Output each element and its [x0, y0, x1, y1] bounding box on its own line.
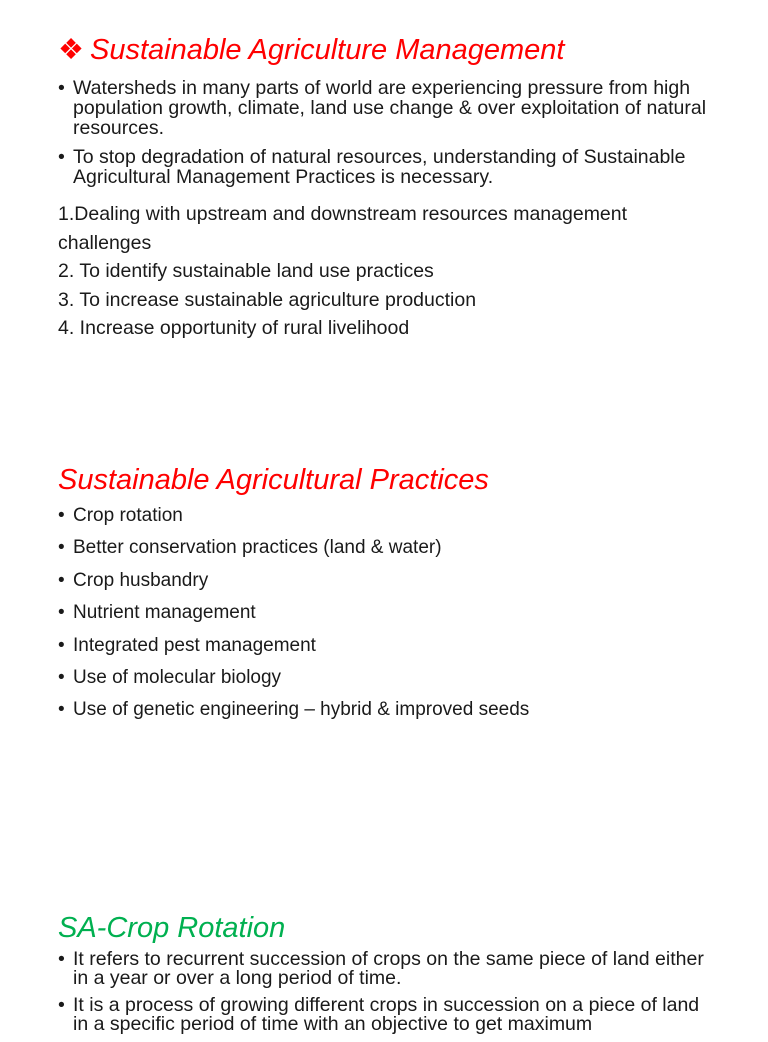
list-item	[58, 78, 718, 138]
slide1-bullet-list	[58, 78, 718, 196]
slide2-title: Sustainable Agricultural Practices	[58, 464, 489, 496]
list-item	[58, 950, 708, 988]
list-item	[58, 537, 718, 559]
bullet-text: It refers to recurrent succession of crops on the same piece of land either in a year or over a long period of time.	[73, 948, 704, 989]
bullet-text: Better conservation practices (land & water)	[73, 537, 442, 559]
numbered-item: 2. To identify sustainable land use practices	[58, 260, 434, 282]
bullet-text: Use of genetic engineering – hybrid & improved seeds	[73, 699, 530, 721]
list-item	[58, 602, 718, 624]
bullet-text: It is a process of growing different crops in succession on a piece of land in a specific period of time with an objective to get maximum	[73, 994, 700, 1035]
list-item	[58, 996, 708, 1034]
bullet-dot: •	[58, 505, 65, 526]
bullet-text: Nutrient management	[73, 602, 256, 624]
bullet-text: To stop degradation of natural resources, understanding of Sustainable Agricultural Management Practices is necessary.	[73, 146, 686, 188]
bullet-text: Use of molecular biology	[73, 666, 282, 688]
slide1-numbered-list	[58, 200, 718, 343]
list-item	[58, 505, 718, 527]
slide1-title-text: Sustainable Agriculture Management	[90, 34, 565, 66]
numbered-item: 4. Increase opportunity of rural livelihood	[58, 317, 410, 339]
bullet-text: Watersheds in many parts of world are experiencing pressure from high population growth, climate, land use change & over exploitation of natural resources.	[73, 77, 707, 139]
list-item	[58, 635, 718, 657]
bullet-dot: •	[58, 634, 65, 656]
bullet-dot: •	[58, 146, 65, 168]
slide3-bullet-list	[58, 950, 708, 1042]
bullet-dot: •	[58, 994, 65, 1016]
numbered-item: 3. To increase sustainable agriculture production	[58, 288, 477, 311]
slide1-title	[58, 32, 564, 67]
list-item	[58, 667, 718, 689]
bullet-dot: •	[58, 948, 65, 970]
list-item	[58, 570, 718, 592]
slide2-bullet-list	[58, 505, 718, 732]
diamond-bullet-icon: ❖	[58, 34, 84, 66]
bullet-dot: •	[58, 602, 65, 624]
list-item	[58, 147, 718, 187]
bullet-text: Crop husbandry	[73, 569, 209, 591]
bullet-dot: •	[58, 537, 65, 559]
bullet-dot: •	[58, 77, 65, 99]
list-item	[58, 699, 718, 721]
bullet-dot: •	[58, 699, 65, 721]
slide3-title: SA-Crop Rotation	[58, 912, 286, 944]
bullet-dot: •	[58, 569, 65, 591]
bullet-text: Crop rotation	[73, 505, 183, 526]
numbered-item: 1.Dealing with upstream and downstream resources management challenges	[58, 203, 628, 254]
bullet-dot: •	[58, 666, 65, 688]
bullet-text: Integrated pest management	[73, 634, 316, 656]
